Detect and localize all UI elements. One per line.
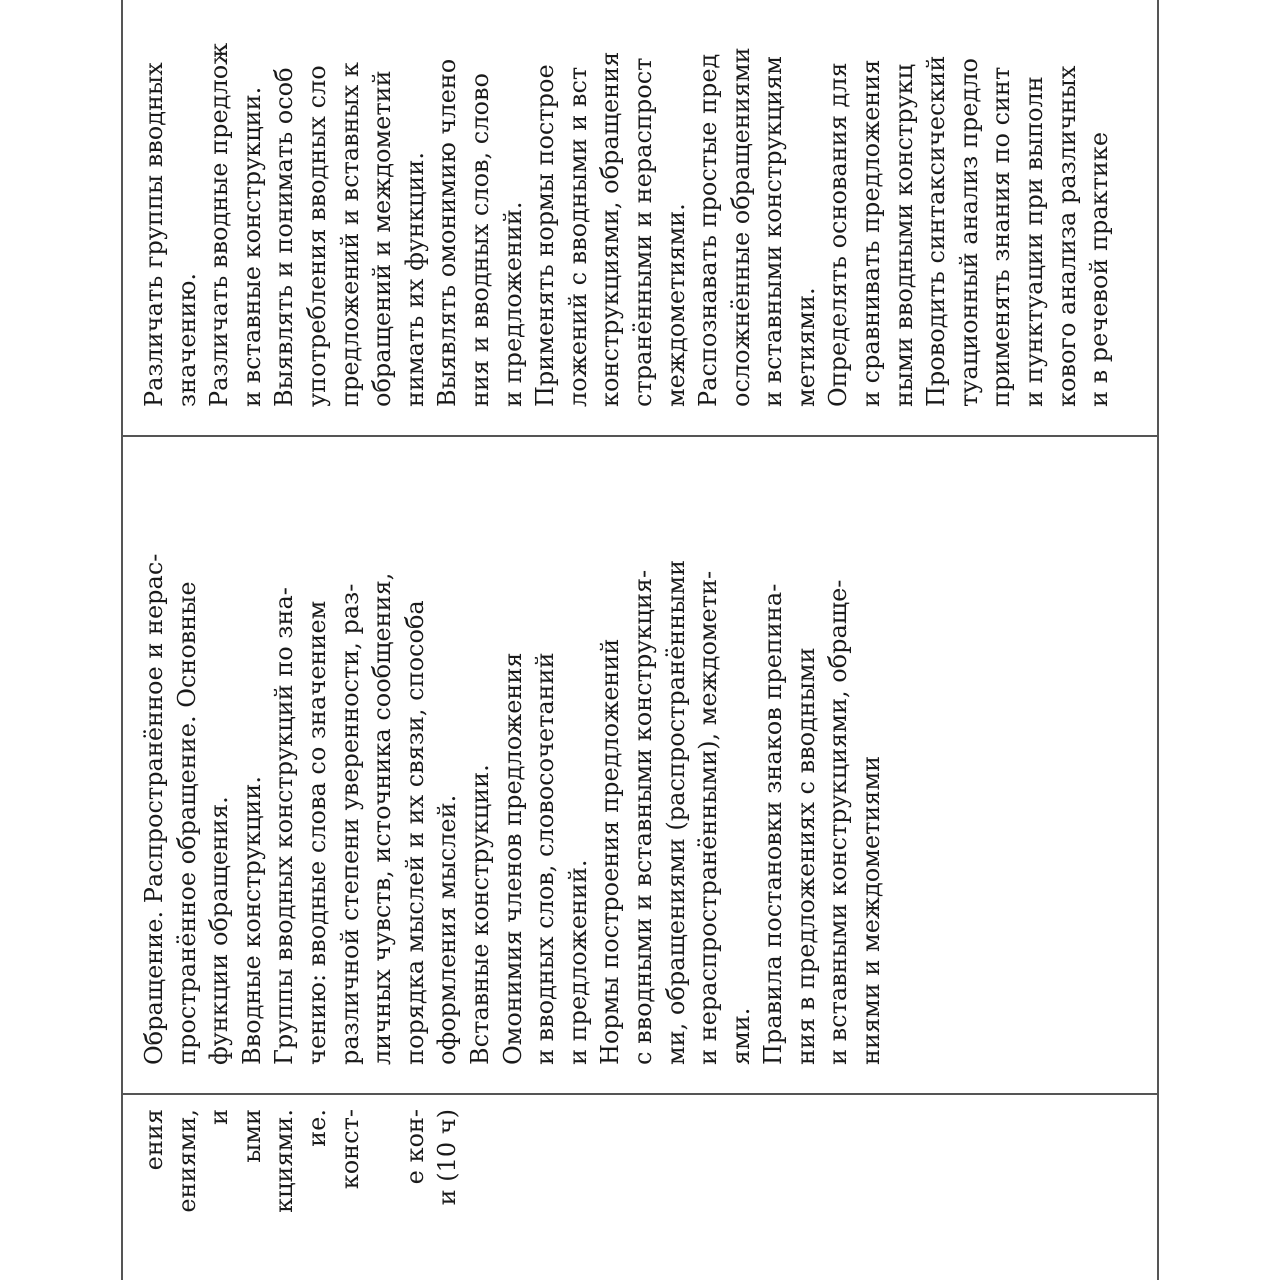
cell-line: чению: вводные слова со значением — [302, 600, 331, 1065]
cell-line: Омонимия членов предложения — [498, 652, 527, 1065]
cell-line: и вставными конструкциям — [759, 56, 788, 407]
cell-line: междометиями. — [661, 203, 690, 407]
cell-line: Нормы построения предложений — [596, 638, 625, 1065]
cell-line: Определять основания для — [824, 62, 853, 407]
cell-line: Выявлять омонимию члено — [433, 58, 462, 407]
cell-line: кциями. — [270, 1109, 299, 1213]
cell-line: и вставные конструкции. — [237, 86, 266, 407]
cell-line: ыми — [237, 1109, 266, 1163]
cell-line: функции обращения. — [205, 796, 234, 1065]
cell-line: Обращение. Распространённое и нерас- — [140, 553, 168, 1065]
cell-line: конструкциями, обращения — [596, 51, 625, 407]
cell-line: пространённое обращение. Основные — [172, 581, 201, 1065]
cell-line: е кон- — [400, 1109, 429, 1185]
cell-line: и предложений. — [498, 201, 527, 407]
cell-line: конст- — [335, 1109, 364, 1190]
cell-line: значению. — [172, 273, 201, 407]
cell-line: Распознавать простые пред — [694, 53, 723, 407]
table-bottom-border — [1157, 0, 1159, 1280]
cell-line: ения — [140, 1109, 168, 1171]
cell-line: и сравнивать предложения — [857, 59, 886, 407]
cell-line: Группы вводных конструкций по зна- — [270, 587, 299, 1065]
cell-line: кового анализа различных — [1052, 65, 1081, 407]
cell-line: и — [205, 1109, 234, 1125]
cell-line: оформления мыслей. — [433, 794, 462, 1065]
cell-line: ниями и междометиями — [857, 755, 886, 1065]
cell-line: ния в предложениях с вводными — [791, 647, 820, 1065]
cell-line: различной степени уверенности, раз- — [335, 583, 364, 1065]
cell-line: обращений и междометий — [368, 70, 397, 407]
cell-line: применять знания по синт — [987, 66, 1016, 407]
cell-line — [366, 1109, 399, 1280]
cell-line: и пунктуации при выполн — [1020, 76, 1049, 407]
cell-line: предложений и вставных к — [335, 62, 364, 407]
cell-line: туационный анализ предло — [954, 58, 983, 407]
cell-line: порядка мыслей и их связи, способа — [400, 600, 429, 1065]
cell-line: и предложений. — [563, 859, 592, 1065]
table-cell-activities — [138, 0, 1116, 407]
cell-line: личных чувств, источника сообщения, — [368, 572, 397, 1065]
cell-line: Различать группы вводных — [140, 62, 168, 407]
cell-line: ложений с вводными и вст — [563, 66, 592, 407]
cell-line: и вставными конструкциями, обраще- — [824, 579, 853, 1065]
cell-line: ениями, — [172, 1109, 201, 1213]
cell-line: нимать их функции. — [400, 151, 429, 407]
cell-line: употребления вводных сло — [302, 65, 331, 407]
table-top-border — [121, 0, 123, 1280]
cell-line: Правила постановки знаков препина- — [759, 583, 788, 1065]
cell-line: и (10 ч) — [433, 1109, 462, 1206]
cell-line: ными вводными конструкц — [889, 63, 918, 407]
cell-line: осложнённые обращениями — [726, 47, 755, 407]
column-divider-2 — [121, 435, 1157, 437]
cell-line: Применять нормы построе — [531, 64, 560, 407]
cell-line: Выявлять и понимать особ — [270, 67, 299, 407]
cell-line: с вводными и вставными конструкция- — [628, 569, 657, 1065]
cell-line: Проводить синтаксический — [922, 55, 951, 407]
cell-line: и вводных слов, словосочетаний — [531, 652, 560, 1065]
cell-line: Вводные конструкции. — [237, 775, 266, 1065]
table-cell-topic — [138, 1095, 464, 1280]
cell-line: Вставные конструкции. — [465, 764, 494, 1065]
cell-line: ями. — [726, 1007, 755, 1065]
cell-line: ие. — [302, 1109, 331, 1147]
cell-line: странёнными и нераспрост — [628, 57, 657, 407]
cell-line: и нераспространёнными), междомети- — [694, 570, 723, 1065]
cell-line: и в речевой практике — [1085, 131, 1114, 407]
cell-line: ми, обращениями (распространёнными — [661, 559, 690, 1065]
cell-line: Различать вводные предлож — [205, 42, 234, 407]
cell-line: ния и вводных слов, слово — [465, 73, 494, 407]
cell-line: метиями. — [791, 287, 820, 407]
table-cell-content — [138, 445, 888, 1065]
